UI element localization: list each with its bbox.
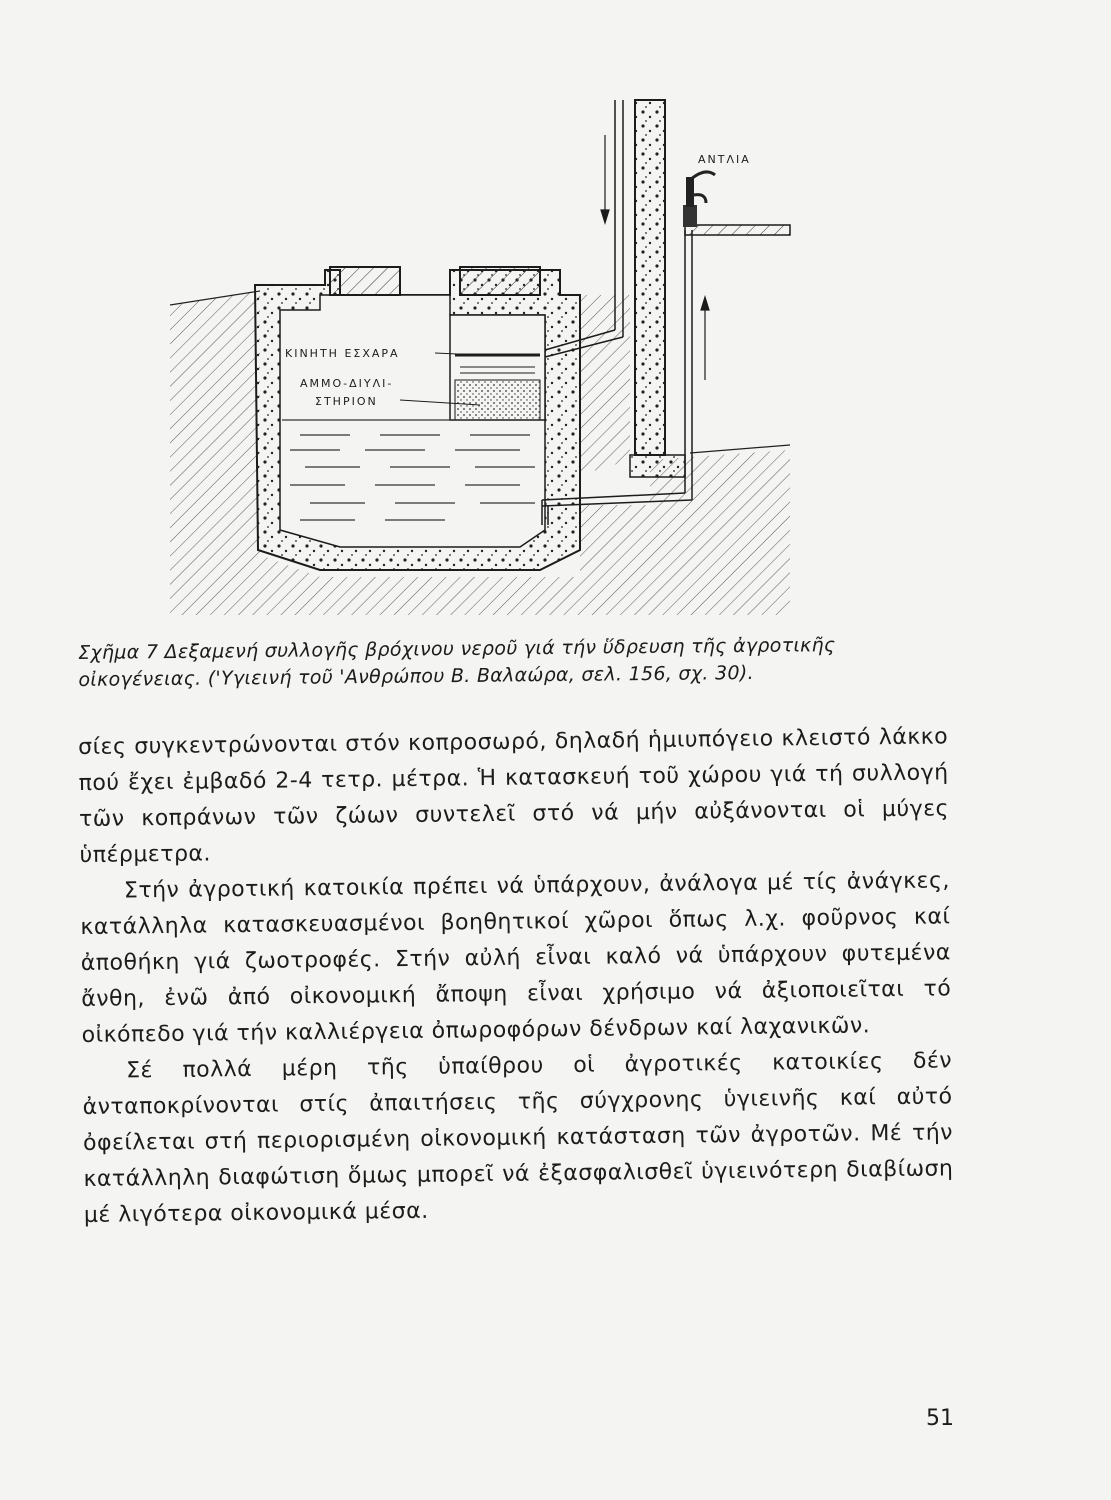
filter-label-line1: ΑΜΜΟ-ΔΙΥΛΙ- — [300, 377, 394, 390]
paragraph: σίες συγκεντρώνονται στόν κοπροσωρό, δηλαδή ἡμιυπόγειο κλειστό λάκκο πού ἔχει ἐμβαδό 2-4 τετρ. μέτρα. Ἡ κατασκευή τοῦ χώρου γιά τή συλλογή τῶν κοπράνων τῶν ζώων συντελεῖ στό νά μήν αὐξάνονται οἱ μύγες ὑπέρμετρα. — [78, 724, 950, 868]
cistern-diagram — [150, 95, 810, 615]
caption-line-2: οἰκογένειας. ('Υγιεινή τοῦ 'Ανθρώπου Β. Βαλαώρα, σελ. 156, σχ. 30). — [78, 661, 754, 691]
house-wall — [635, 100, 665, 455]
page-number: 51 — [926, 1406, 954, 1431]
sand-filter — [455, 380, 540, 420]
pump-label: ΑΝΤΛΙΑ — [698, 153, 751, 166]
paragraph: Στήν ἀγροτική κατοικία πρέπει νά ὑπάρχουν, ἀνάλογα μέ τίς ἀνάγκες, κατάλληλα κατασκευασμένοι βοηθητικοί χῶροι ὅπως λ.χ. φοῦρνος καί ἀποθήκη γιά ζωοτροφές. Στήν αὐλή εἶναι καλό νά ὑπάρχουν φυτεμένα ἄνθη, ἐνῶ ἀπό οἰκονομική ἄποψη εἶναι χρήσιμο νά ἀξιοποιεῖται τό οἰκόπεδο γιά τήν καλλιέργεια ὀπωροφόρων δένδρων καί λαχανικῶν. — [80, 868, 952, 1048]
grate-label: ΚΙΝΗΤΗ ΕΣΧΑΡΑ — [285, 347, 400, 360]
figure-caption — [78, 631, 979, 694]
body-text — [78, 719, 954, 1234]
paragraph: Σέ πολλά μέρη τῆς ὑπαίθρου οἱ ἀγροτικές κατοικίες δέν ἀνταποκρίνονται στίς ἀπαιτήσεις τῆς σύγχρονης ὑγιεινῆς καί αὐτό ὀφείλεται στή περιορισμένη οἰκονομική κατάσταση τῶν ἀγροτῶν. Μέ τήν κατάλληλη διαφώτιση ὅμως μπορεῖ νά ἐξασφαλισθεῖ ὑγιεινότερη διαβίωση μέ λιγότερα οἰκονομικά μέσα. — [82, 1048, 954, 1228]
tank-lid-right — [460, 267, 540, 295]
tank-lid-left — [330, 267, 400, 295]
caption-line-1: Σχῆμα 7 Δεξαμενή συλλογῆς βρόχινου νεροῦ γιά τήν ὕδρευση τῆς ἀγροτικῆς — [78, 634, 836, 664]
pump-icon — [683, 172, 715, 227]
filter-label-line2: ΣΤΗΡΙΟΝ — [315, 395, 378, 408]
cistern-drawing — [150, 95, 810, 615]
